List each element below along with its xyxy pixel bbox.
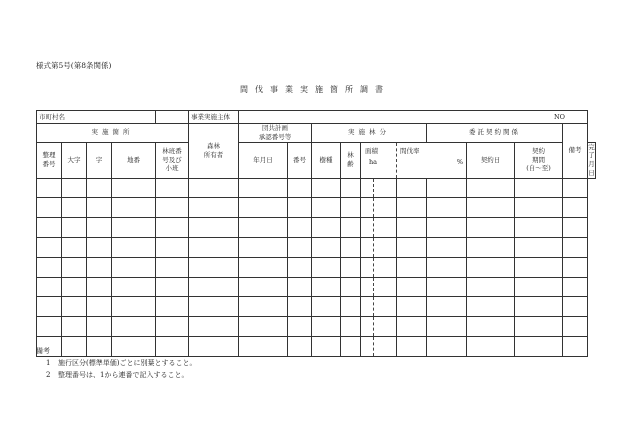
table-cell[interactable] [87,237,112,257]
table-cell[interactable] [467,336,515,356]
table-cell[interactable] [87,297,112,317]
aza-header: 字 [87,142,112,178]
table-cell[interactable] [288,257,312,277]
contract-group-header: 委託契約関係 [427,124,563,143]
table-cell[interactable] [312,218,341,238]
serial-header [37,142,62,178]
table-cell[interactable] [239,237,288,257]
note-item [46,360,196,367]
table-cell[interactable] [312,257,341,277]
table-cell[interactable] [156,198,189,218]
note-number: 1 [46,359,51,367]
table-cell[interactable] [427,218,467,238]
table-cell[interactable] [288,317,312,337]
header-row-top [37,111,596,124]
table-cell[interactable] [427,237,467,257]
table-cell[interactable] [374,297,397,317]
table-cell[interactable] [341,336,361,356]
table-cell[interactable] [467,218,515,238]
table-cell[interactable] [239,336,288,356]
table-cell[interactable] [239,178,288,198]
chiban-header: 地番 [112,142,156,178]
table-cell[interactable] [156,277,189,297]
table-cell[interactable] [515,277,563,297]
table-cell[interactable] [62,218,87,238]
note-text: 整理番号は、1から連番で記入すること。 [58,371,189,379]
location-group-header: 実施箇所 [37,124,189,143]
notes-title: 備考 [36,347,50,355]
table-cell[interactable] [156,317,189,337]
table-cell[interactable] [156,218,189,238]
table-cell[interactable] [341,178,361,198]
rinpan-label: 林班番 号及び 小班 [162,146,182,173]
table-cell[interactable] [397,237,427,257]
forest-group-header: 実施林分 [312,124,427,143]
table-cell[interactable] [288,277,312,297]
table-cell[interactable] [288,336,312,356]
table-cell[interactable] [189,317,239,337]
table-cell[interactable] [563,218,588,238]
table-cell[interactable] [37,198,62,218]
table-cell[interactable] [37,218,62,238]
table-cell[interactable] [189,178,239,198]
table-cell[interactable] [37,178,62,198]
plan-date-header: 年月日 [239,142,288,178]
note-item [46,372,196,379]
table-cell[interactable] [239,317,288,337]
remarks-header: 備考 [563,124,588,179]
table-cell[interactable] [112,218,156,238]
municipality-value-cell[interactable] [156,111,189,124]
cut-rate-label: 間伐率 [400,146,420,155]
table-cell[interactable] [563,237,588,257]
table-row [37,198,596,218]
owner-header [189,124,239,179]
plan-number-header: 番号 [288,142,312,178]
table-cell[interactable] [112,237,156,257]
age-header [341,142,361,178]
table-cell[interactable] [62,297,87,317]
table-cell[interactable] [87,317,112,337]
table-cell[interactable] [515,237,563,257]
entity-label: 事業実施主体 [191,112,230,121]
header-row-groups [37,124,596,143]
table-cell[interactable] [563,257,588,277]
contract-date-header: 契約日 [467,142,515,178]
table-cell[interactable] [312,178,341,198]
table-cell[interactable] [374,257,397,277]
table-cell[interactable] [515,297,563,317]
table-cell[interactable] [397,257,427,277]
table-cell[interactable] [239,198,288,218]
table-cell[interactable] [397,277,427,297]
plan-label: 団共計画 承認番号等 [258,124,292,141]
table-cell[interactable] [361,317,374,337]
table-cell[interactable] [341,277,361,297]
table-cell[interactable] [361,257,374,277]
table-cell[interactable] [87,218,112,238]
table-cell[interactable] [397,317,427,337]
table-cell[interactable] [312,198,341,218]
completion-label: 完了 月日 [588,142,595,177]
table-cell[interactable] [112,277,156,297]
table-cell[interactable] [62,277,87,297]
contract-period-label: 契約 期間 (自～至) [526,146,551,173]
table-cell[interactable] [515,336,563,356]
table-cell[interactable] [515,257,563,277]
table-row [37,237,596,257]
table-cell[interactable] [156,178,189,198]
contract-period-header [515,142,563,178]
table-cell[interactable] [563,178,588,198]
table-cell[interactable] [62,237,87,257]
cut-rate-unit-label: % [456,157,463,166]
table-cell[interactable] [37,237,62,257]
table-cell[interactable] [341,237,361,257]
table-cell[interactable] [374,178,397,198]
table-cell[interactable] [37,277,62,297]
table-cell[interactable] [515,198,563,218]
table-cell[interactable] [467,317,515,337]
area-unit-label: ha [369,157,378,166]
oaza-header: 大字 [62,142,87,178]
table-cell[interactable] [87,198,112,218]
table-cell[interactable] [397,178,427,198]
table-cell[interactable] [312,317,341,337]
table-cell[interactable] [37,297,62,317]
entity-value-cell[interactable] [239,111,588,124]
table-cell[interactable] [427,277,467,297]
table-cell[interactable] [427,297,467,317]
form-number-label: 様式第5号(第8条関係) [36,61,112,70]
cut-rate-header [397,142,467,178]
table-cell[interactable] [374,336,397,356]
table-row [37,317,596,337]
note-text: 施行区分(標準単価)ごとに別葉とすること。 [58,359,197,367]
table-cell[interactable] [87,178,112,198]
rinpan-header [156,142,189,178]
table-cell[interactable] [515,178,563,198]
table-cell[interactable] [374,237,397,257]
table-cell[interactable] [374,277,397,297]
note-number: 2 [46,371,51,379]
entity-label-cell [189,111,239,124]
table-cell[interactable] [563,198,588,218]
table-cell[interactable] [374,198,397,218]
table-row [37,277,596,297]
notes-section [36,348,196,384]
area-header [361,142,397,178]
table-cell[interactable] [427,257,467,277]
table-row [37,257,596,277]
table-cell[interactable] [112,257,156,277]
table-cell[interactable] [62,198,87,218]
table-cell[interactable] [156,257,189,277]
municipality-cell[interactable] [37,111,156,124]
table-cell[interactable] [189,198,239,218]
table-cell[interactable] [361,178,374,198]
table-cell[interactable] [467,237,515,257]
table-cell[interactable] [87,277,112,297]
age-label: 林 齢 [347,151,354,169]
table-cell[interactable] [288,237,312,257]
table-cell[interactable] [563,336,588,356]
document-title: 間伐事業実施箇所調書 [240,85,390,94]
table-cell[interactable] [467,178,515,198]
table-cell[interactable] [361,336,374,356]
species-header: 樹種 [312,142,341,178]
table-cell[interactable] [563,317,588,337]
table-cell[interactable] [189,218,239,238]
table-cell[interactable] [374,317,397,337]
table-cell[interactable] [361,297,374,317]
table-cell[interactable] [397,198,427,218]
table-cell[interactable] [467,257,515,277]
table-cell[interactable] [361,237,374,257]
table-cell[interactable] [427,178,467,198]
table-cell[interactable] [239,297,288,317]
table-cell[interactable] [341,317,361,337]
table-cell[interactable] [189,277,239,297]
table-cell[interactable] [312,336,341,356]
table-cell[interactable] [361,277,374,297]
municipality-label: 市町村名 [39,112,65,121]
table-cell[interactable] [112,317,156,337]
table-cell[interactable] [239,277,288,297]
table-cell[interactable] [156,237,189,257]
table-cell[interactable] [361,198,374,218]
table-cell[interactable] [467,297,515,317]
table-cell[interactable] [62,317,87,337]
table-cell[interactable] [37,317,62,337]
table-cell[interactable] [427,317,467,337]
plan-group-header [239,124,312,143]
table-cell[interactable] [515,218,563,238]
table-cell[interactable] [427,198,467,218]
table-cell[interactable] [563,277,588,297]
table-cell[interactable] [87,257,112,277]
table-cell[interactable] [341,297,361,317]
table-cell[interactable] [62,257,87,277]
table-row [37,218,596,238]
table-cell[interactable] [374,218,397,238]
table-cell[interactable] [312,237,341,257]
table-cell[interactable] [341,198,361,218]
table-cell[interactable] [239,218,288,238]
table-cell[interactable] [515,317,563,337]
table-cell[interactable] [397,336,427,356]
table-cell[interactable] [156,297,189,317]
table-cell[interactable] [288,198,312,218]
table-cell[interactable] [397,297,427,317]
survey-table [36,110,596,357]
table-cell[interactable] [189,237,239,257]
table-cell[interactable] [341,218,361,238]
completion-header [588,142,596,178]
table-cell[interactable] [62,178,87,198]
table-cell[interactable] [312,297,341,317]
owner-label: 森林 所有者 [203,142,224,159]
table-cell[interactable] [288,178,312,198]
header-row-columns [37,142,596,178]
table-cell[interactable] [312,277,341,297]
table-cell[interactable] [112,297,156,317]
table-cell[interactable] [467,277,515,297]
table-cell[interactable] [239,257,288,277]
table-cell[interactable] [397,218,427,238]
table-cell[interactable] [112,178,156,198]
table-cell[interactable] [112,198,156,218]
table-cell[interactable] [189,297,239,317]
table-cell[interactable] [37,257,62,277]
table-cell[interactable] [563,297,588,317]
area-label: 面積 [365,146,378,155]
table-row [37,178,596,198]
no-label: NO [553,112,565,121]
table-cell[interactable] [361,218,374,238]
table-cell[interactable] [341,257,361,277]
table-cell[interactable] [467,198,515,218]
table-cell[interactable] [288,218,312,238]
table-cell[interactable] [288,297,312,317]
serial-label: 整理 番号 [42,151,56,169]
table-cell[interactable] [189,257,239,277]
table-row [37,297,596,317]
table-cell[interactable] [427,336,467,356]
